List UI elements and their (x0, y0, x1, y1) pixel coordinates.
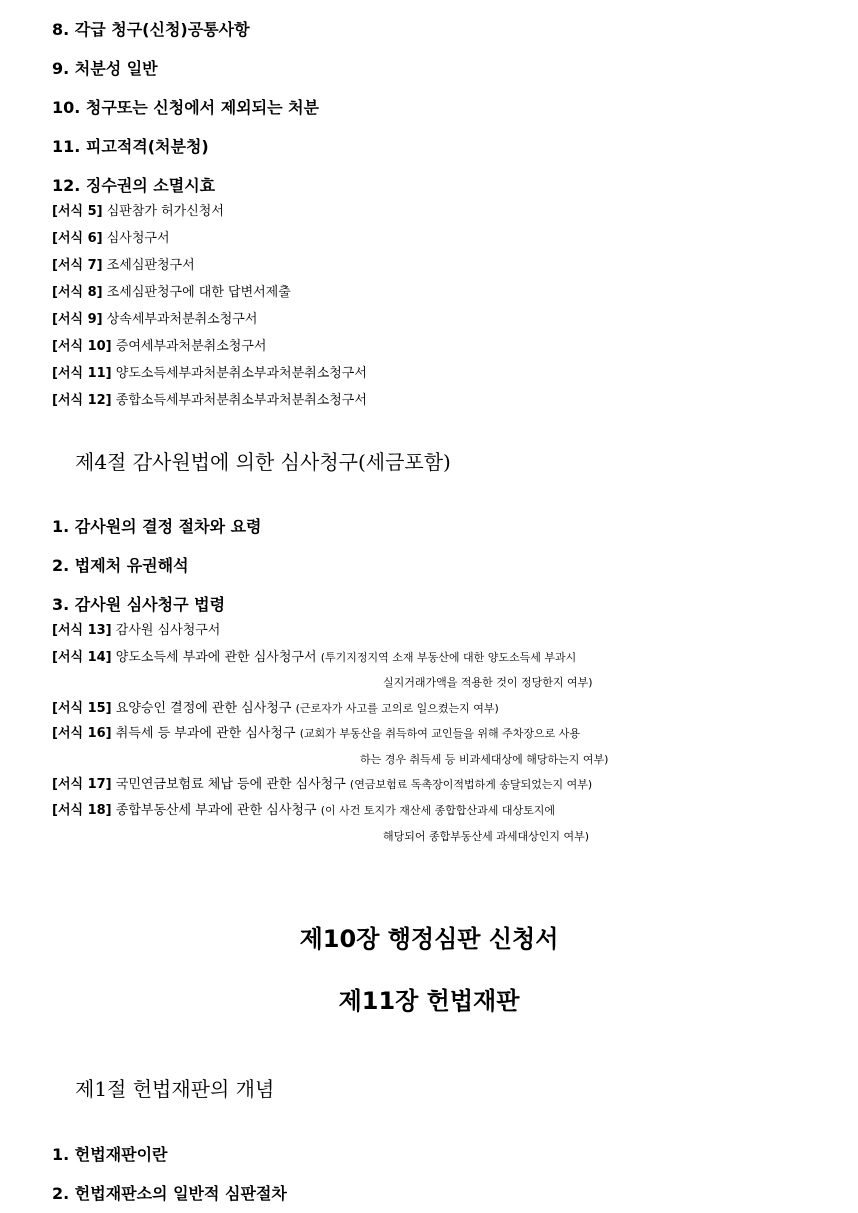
toc-item: 3. 감사원 심사청구 법령 (52, 595, 226, 614)
form-entry (52, 650, 576, 666)
toc-item: 9. 처분성 일반 (52, 59, 158, 78)
form-note: (투기지정지역 소재 부동산에 대한 양도소득세 부과시 (320, 651, 577, 664)
form-tag: [서식 9] (52, 312, 103, 327)
form-tag: [서식 18] (52, 803, 112, 818)
section-title: 제4절 감사원법에 의한 심사청구(세금포함) (75, 450, 451, 474)
form-entry (52, 204, 224, 220)
toc-item: 2. 헌법재판소의 일반적 심판절차 (52, 1184, 287, 1203)
form-note: (교회가 부동산을 취득하여 교인들을 위해 주차장으로 사용 (299, 727, 580, 740)
form-entry (52, 231, 170, 247)
form-tag: [서식 5] (52, 204, 103, 219)
form-note-continued: 하는 경우 취득세 등 비과세대상에 해당하는지 여부) (360, 753, 609, 766)
form-note-continued: 해당되어 종합부동산세 과세대상인지 여부) (383, 830, 590, 843)
form-title: 국민연금보험료 체납 등에 관한 심사청구 (115, 777, 346, 792)
form-title: 상속세부과처분취소청구서 (106, 312, 258, 327)
form-entry (52, 285, 291, 301)
toc-item: 2. 법제처 유권해석 (52, 556, 189, 575)
form-title: 양도소득세 부과에 관한 심사청구서 (115, 650, 317, 665)
form-title: 종합부동산세 부과에 관한 심사청구 (115, 803, 317, 818)
form-tag: [서식 7] (52, 258, 103, 273)
form-title: 양도소득세부과처분취소부과처분취소청구서 (115, 366, 367, 381)
form-title: 심판참가 허가신청서 (106, 204, 224, 219)
form-title: 종합소득세부과처분취소부과처분취소청구서 (115, 393, 367, 408)
form-title: 심사청구서 (106, 231, 170, 246)
form-title: 증여세부과처분취소청구서 (115, 339, 267, 354)
form-entry (52, 701, 499, 717)
chapter-title: 제10장 행정심판 신청서 (299, 925, 559, 953)
form-entry (52, 803, 555, 819)
form-tag: [서식 15] (52, 701, 112, 716)
form-tag: [서식 6] (52, 231, 103, 246)
form-title: 요양승인 결정에 관한 심사청구 (115, 701, 292, 716)
toc-item: 12. 징수권의 소멸시효 (52, 176, 216, 195)
form-entry (52, 258, 195, 274)
form-note: (이 사건 토지가 재산세 종합합산과세 대상토지에 (320, 804, 555, 817)
toc-item: 1. 감사원의 결정 절차와 요령 (52, 517, 262, 536)
toc-item: 8. 각급 청구(신청)공통사항 (52, 20, 250, 39)
form-entry (52, 312, 257, 328)
chapter-title: 제11장 헌법재판 (338, 987, 520, 1015)
form-tag: [서식 12] (52, 393, 112, 408)
form-entry (52, 623, 220, 639)
form-title: 취득세 등 부과에 관한 심사청구 (115, 726, 296, 741)
toc-item: 10. 청구또는 신청에서 제외되는 처분 (52, 98, 320, 117)
form-entry (52, 366, 367, 382)
form-entry (52, 726, 580, 742)
form-note: (연금보험료 독촉장이적법하게 송달되었는지 여부) (349, 778, 593, 791)
form-title: 조세심판청구에 대한 답변서제출 (106, 285, 291, 300)
toc-item: 1. 헌법재판이란 (52, 1145, 168, 1164)
form-tag: [서식 17] (52, 777, 112, 792)
form-title: 감사원 심사청구서 (115, 623, 221, 638)
toc-item: 11. 피고적격(처분청) (52, 137, 209, 156)
form-entry (52, 339, 266, 355)
form-tag: [서식 14] (52, 650, 112, 665)
form-entry (52, 393, 367, 409)
form-entry (52, 777, 592, 793)
form-title: 조세심판청구서 (106, 258, 195, 273)
form-tag: [서식 16] (52, 726, 112, 741)
section-title: 제1절 헌법재판의 개념 (75, 1077, 275, 1101)
form-tag: [서식 11] (52, 366, 112, 381)
form-tag: [서식 13] (52, 623, 112, 638)
form-note: (근로자가 사고를 고의로 일으켰는지 여부) (295, 702, 499, 715)
form-tag: [서식 8] (52, 285, 103, 300)
form-note-continued: 실지거래가액을 적용한 것이 정당한지 여부) (383, 676, 593, 689)
form-tag: [서식 10] (52, 339, 112, 354)
